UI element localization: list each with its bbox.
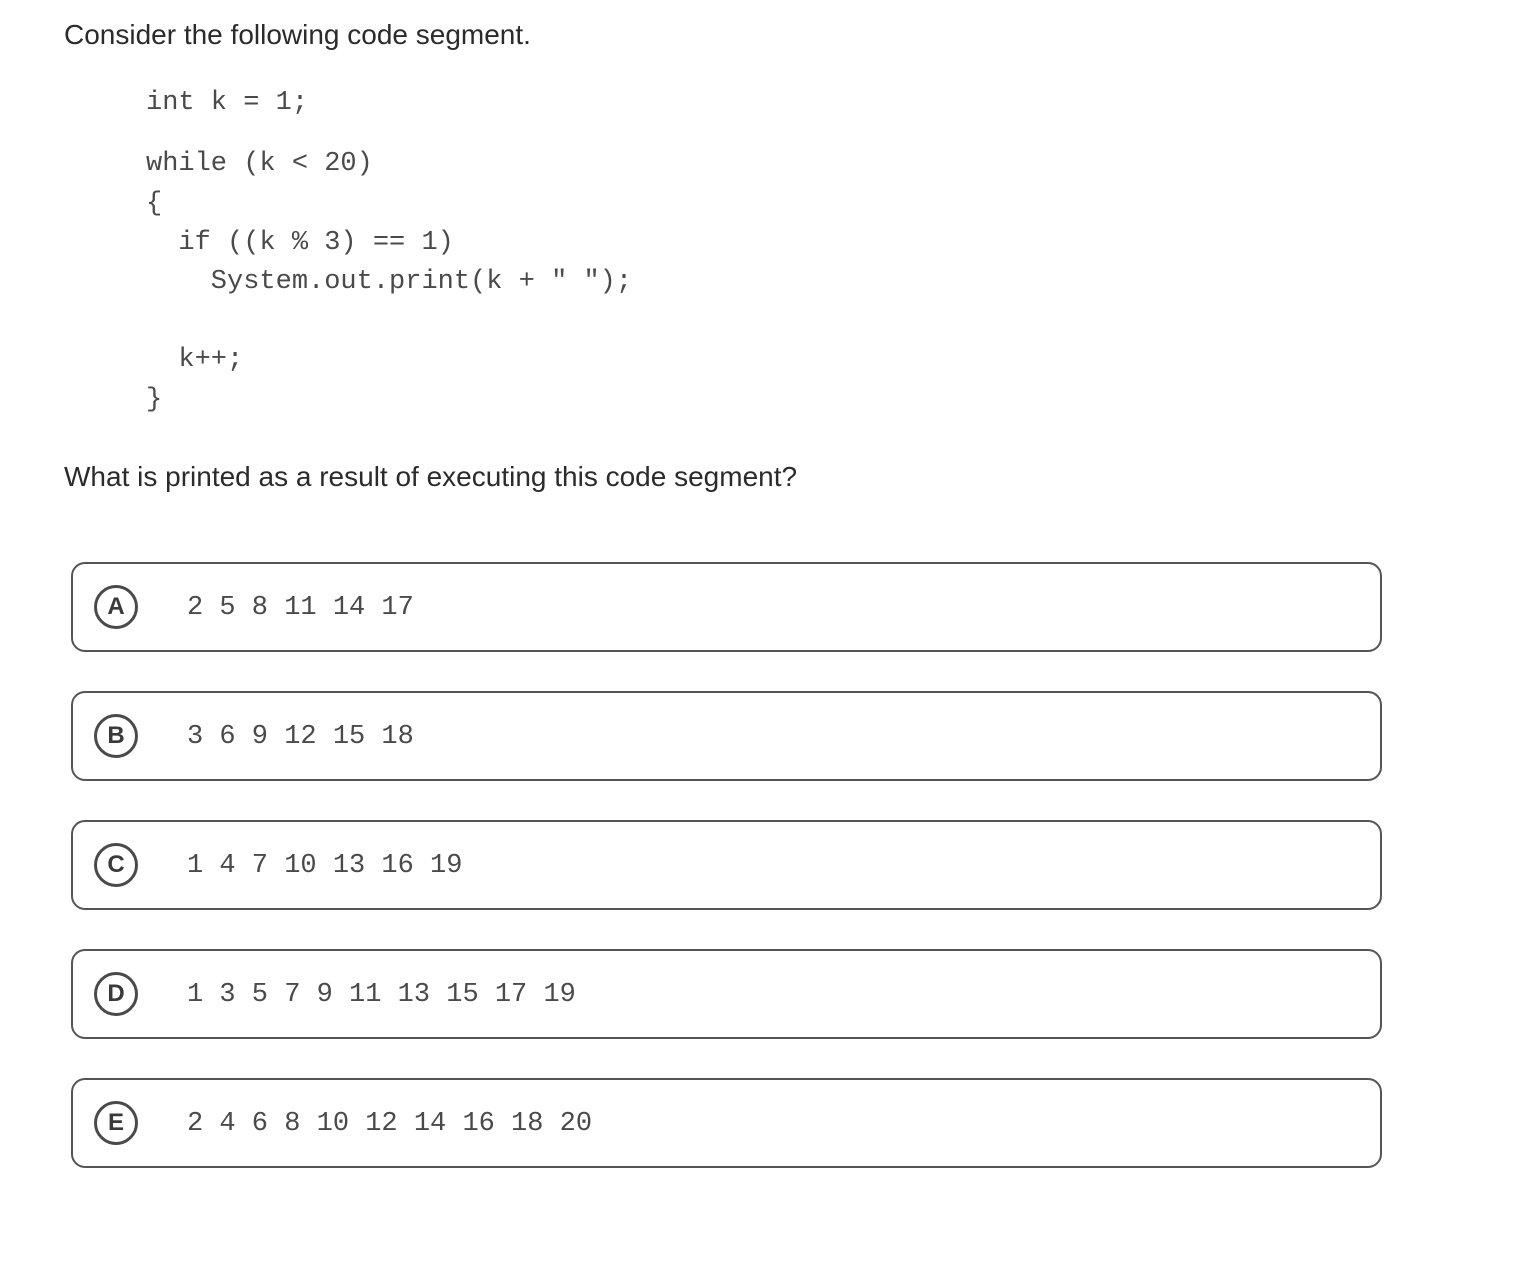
choice-text-b: 3 6 9 12 15 18 (187, 722, 414, 752)
code-line: k++; (146, 345, 244, 375)
choice-text-e: 2 4 6 8 10 12 14 16 18 20 (187, 1109, 593, 1139)
answer-choice-c[interactable] (71, 820, 1382, 910)
code-line: { (146, 189, 163, 219)
choice-letter-a-icon: A (94, 585, 138, 629)
choice-letter-e-icon: E (94, 1101, 138, 1145)
code-line: while (k < 20) (146, 149, 373, 179)
answer-choice-e[interactable] (71, 1078, 1382, 1168)
answer-choice-d[interactable] (71, 949, 1382, 1039)
code-line: if ((k % 3) == 1) (146, 228, 454, 258)
code-line: } (146, 385, 163, 415)
question-prompt: Consider the following code segment. (64, 19, 531, 50)
code-line: int k = 1; (146, 88, 309, 118)
choice-text-d: 1 3 5 7 9 11 13 15 17 19 (187, 980, 576, 1010)
choice-text-c: 1 4 7 10 13 16 19 (187, 851, 463, 881)
code-line: System.out.print(k + " "); (146, 267, 633, 297)
choice-letter-b-icon: B (94, 714, 138, 758)
choice-text-a: 2 5 8 11 14 17 (187, 593, 414, 623)
choice-letter-c-icon: C (94, 843, 138, 887)
choice-letter-d-icon: D (94, 972, 138, 1016)
answer-choice-a[interactable] (71, 562, 1382, 652)
question-text: What is printed as a result of executing this code segment? (64, 461, 798, 492)
answer-choice-b[interactable] (71, 691, 1382, 781)
